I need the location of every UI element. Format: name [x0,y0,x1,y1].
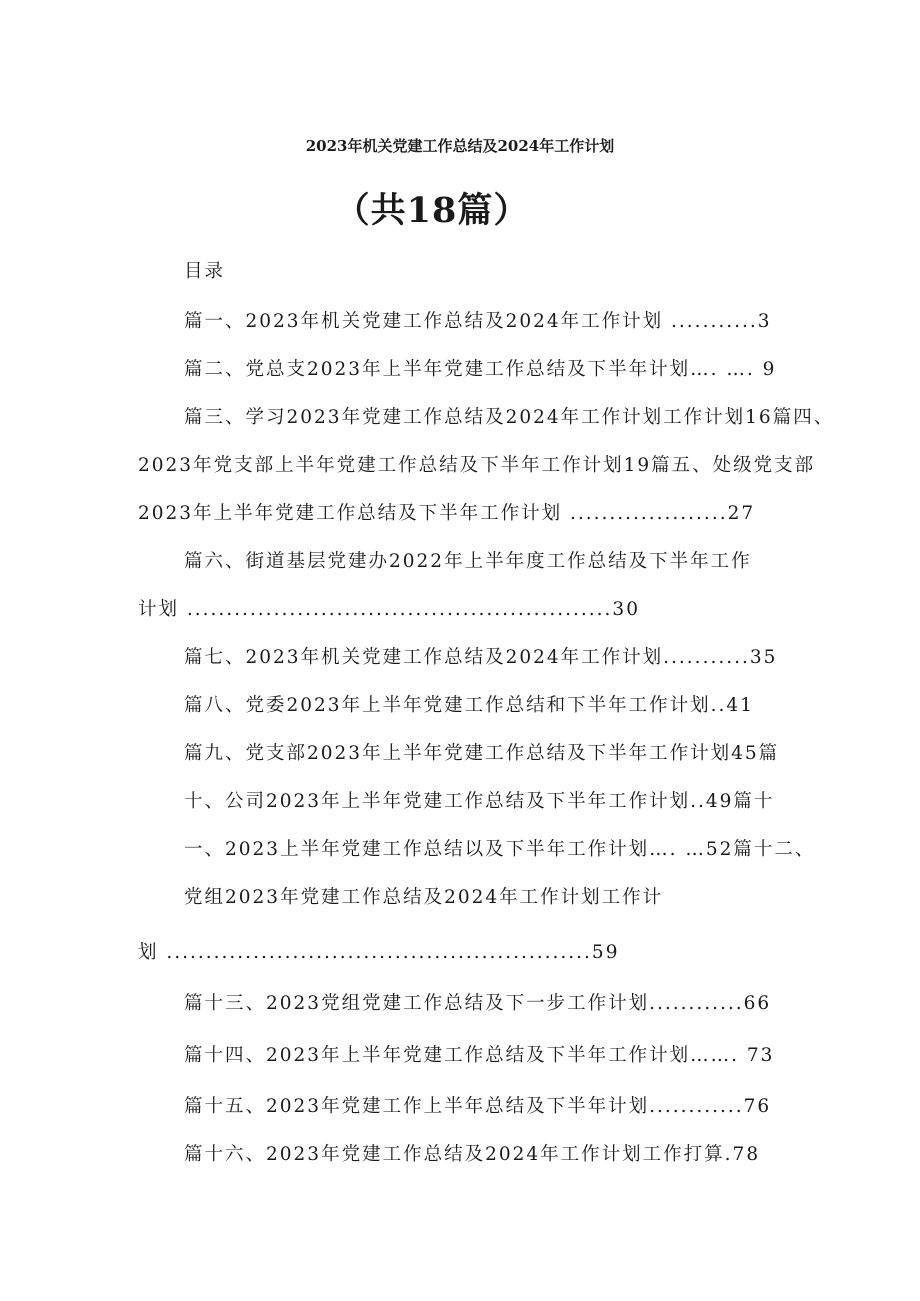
toc-line: 2023年党支部上半年党建工作总结及下半年工作计划19篇五、处级党支部 [138,455,816,476]
toc-line: 篇十五、2023年党建工作上半年总结及下半年计划............76 [184,1096,772,1117]
toc-line: 篇六、街道基层党建办2022年上半年度工作总结及下半年工作 [184,551,752,572]
toc-line: 十、公司2023年上半年党建工作总结及下半年工作计划..49篇十 [184,791,775,812]
toc-line: 篇十六、2023年党建工作总结及2024年工作计划工作打算.78 [184,1144,761,1165]
toc-line: 党组2023年党建工作总结及2024年工作计划工作计 [184,887,664,908]
toc-line: 一、2023上半年党建工作总结以及下半年工作计划…. …52篇十二、 [184,839,816,860]
toc-line: 2023年上半年党建工作总结及下半年工作计划 ....................27 [138,503,756,524]
document-title-line1: 2023年机关党建工作总结及2024年工作计划 [305,137,615,155]
toc-line: 篇七、2023年机关党建工作总结及2024年工作计划...........35 [184,647,778,668]
toc-line: 篇三、学习2023年党建工作总结及2024年工作计划工作计划16篇四、 [184,407,835,428]
toc-label: 目录 [184,261,226,282]
toc-line: 篇一、2023年机关党建工作总结及2024年工作计划 ...........3 [184,311,772,332]
toc-line: 篇十三、2023党组党建工作总结及下一步工作计划............66 [184,993,772,1014]
toc-line: 计划 ......................................................30 [138,599,640,620]
document-title-line2: （共18篇） [334,190,530,231]
toc-line: 篇二、党总支2023年上半年党建工作总结及下半年计划…. …. 9 [184,359,777,380]
toc-line: 篇八、党委2023年上半年党建工作总结和下半年工作计划..41 [184,695,754,716]
toc-line: 划 ......................................................59 [138,942,620,963]
toc-line: 篇十四、2023年上半年党建工作总结及下半年工作计划……. 73 [184,1045,775,1066]
toc-line: 篇九、党支部2023年上半年党建工作总结及下半年工作计划45篇 [184,743,780,764]
